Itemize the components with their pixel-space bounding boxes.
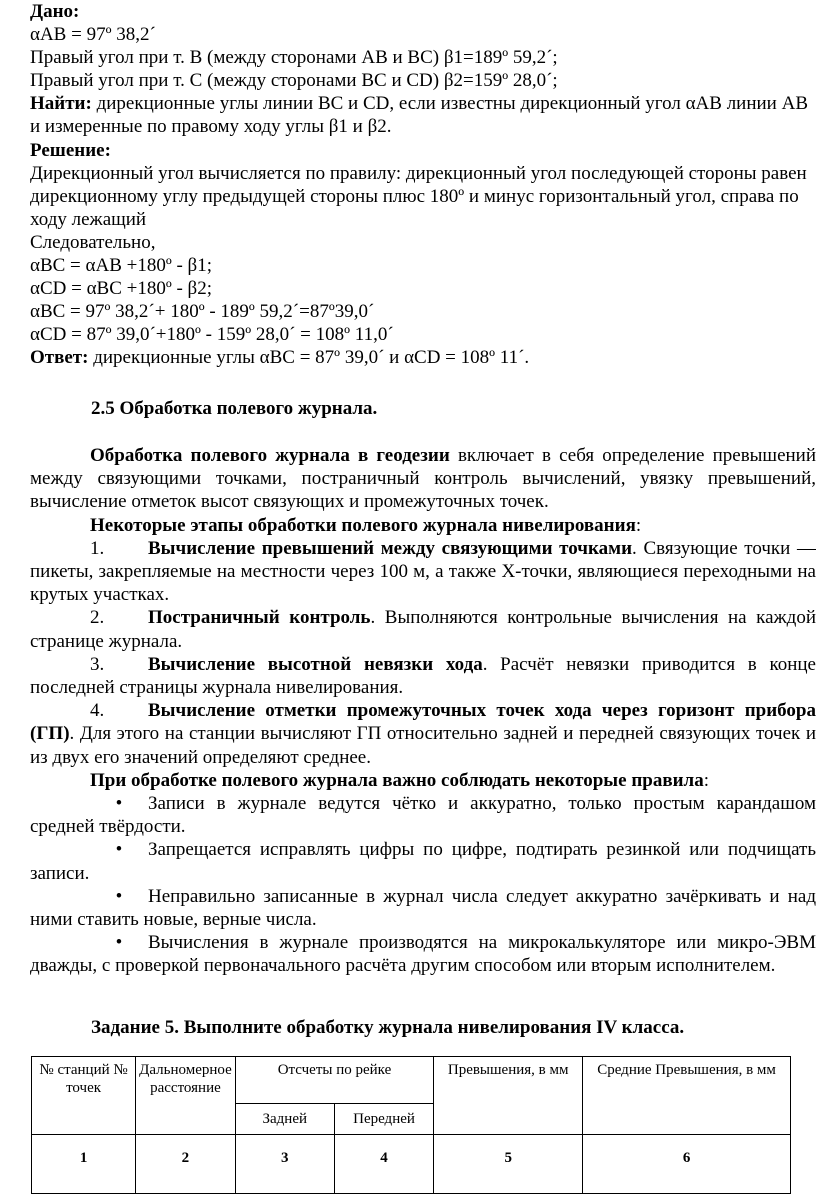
section-title: 2.5 Обработка полевого журнала.	[91, 398, 378, 419]
rule-text: Запрещается исправлять цифры по цифре, подтирать резинкой или подчищать записи.	[30, 839, 816, 884]
solution-rule: Дирекционный угол вычисляется по правилу: дирекционный угол последующей стороны равен дирекционному углу предыдущей стороны плюс 180º и минус горизонтальный угол, справа по ходу лежащий	[30, 162, 807, 230]
header-front: Передней	[334, 1104, 433, 1135]
column-number: 3	[235, 1135, 334, 1194]
rules-heading-paragraph: При обработке полевого журнала важно соблюдать некоторые правила:	[90, 769, 709, 791]
stage-title: Вычисление превышений между связующими точками	[148, 537, 633, 559]
formula-4: αСD = 87º 39,0´+180º - 159º 28,0´ = 108º 11,0´	[30, 324, 394, 346]
header-average-elevation: Средние Превышения, в мм	[583, 1057, 791, 1135]
given-line-3: Правый угол при т. С (между сторонами ВС и СD) β2=159º 28,0´;	[30, 70, 558, 92]
solution-therefore: Следовательно,	[30, 231, 156, 253]
stage-title: Вычисление высотной невязки хода	[148, 653, 483, 675]
stage-number: 4.	[90, 700, 105, 722]
rule-text: Записи в журнале ведутся чётко и аккуратно, только простым карандашом средней твёрдости.	[30, 793, 816, 838]
rule-item	[30, 792, 816, 838]
given-label: Дано:	[30, 1, 80, 22]
stage-number: 3.	[90, 653, 105, 675]
stage-text: . Связующие точки — пикеты, закрепляемые на местности через 100 м, а также Х-точки, являющиеся переходными на крутых участках.	[30, 537, 816, 606]
stage-item	[30, 699, 816, 769]
rule-item	[30, 885, 816, 931]
stage-item	[30, 606, 816, 652]
stage-text: . Расчёт невязки приводится в конце последней страницы журнала нивелирования.	[30, 653, 816, 699]
rule-text: Вычисления в журнале производятся на микрокалькуляторе или микро-ЭВМ дважды, с проверкой первоначального расчёта другим способом или вторым исполнителем.	[30, 932, 816, 977]
find-paragraph	[30, 92, 816, 138]
header-station: № станций № точек	[32, 1057, 136, 1135]
answer-text: дирекционные углы αВС = 87º 39,0´ и αСD = 108º 11´.	[88, 347, 530, 369]
column-number: 4	[334, 1135, 433, 1194]
formula-1: αВС = αАВ +180º - β1;	[30, 255, 212, 277]
rule-item	[30, 931, 816, 977]
solution-label: Решение:	[30, 139, 111, 161]
stage-text: . Выполняются контрольные вычисления на каждой странице журнала.	[30, 607, 816, 652]
header-back: Задней	[235, 1104, 334, 1135]
stage-item	[30, 537, 816, 607]
answer-paragraph	[30, 346, 816, 369]
stage-item	[30, 653, 816, 699]
formula-2: αСD = αВС +180º - β2;	[30, 278, 212, 300]
intro-text: включает в себя определение превышений между связующими точками, постраничный контроль вычислений, увязку превышений, вычисление отметок высот связующих и промежуточных точек.	[30, 445, 816, 513]
problem-block	[30, 0, 816, 370]
column-number: 5	[434, 1135, 583, 1194]
find-text: дирекционные углы линии ВС и СD, если известны дирекционный угол αАВ линии АВ и измеренные по правому ходу углы β1 и β2.	[30, 93, 808, 138]
formula-3: αВС = 97º 38,2´+ 180º - 189º 59,2´=87º39,0´	[30, 301, 375, 323]
stages-heading-paragraph: Некоторые этапы обработки полевого журнала нивелирования:	[90, 514, 642, 536]
section-body	[30, 444, 816, 978]
stages-heading: Некоторые этапы обработки полевого журнала нивелирования	[90, 514, 636, 536]
bullet-icon: •	[115, 793, 123, 815]
rule-text: Неправильно записанные в журнал числа следует аккуратно зачёркивать и над ними ставить новые, верные числа.	[30, 885, 816, 931]
stage-title: Вычисление отметки промежуточных точек хода через горизонт прибора (ГП)	[30, 700, 816, 745]
find-label: Найти:	[30, 93, 92, 115]
intro-paragraph	[30, 444, 816, 514]
task-title: Задание 5. Выполните обработку журнала нивелирования IV класса.	[91, 1017, 685, 1038]
column-number: 1	[32, 1135, 136, 1194]
header-elevation: Превышения, в мм	[434, 1057, 583, 1135]
stage-title: Постраничный контроль	[148, 607, 371, 629]
column-number: 6	[583, 1135, 791, 1194]
intro-bold: Обработка полевого журнала в геодезии	[90, 445, 450, 466]
bullet-icon: •	[115, 885, 123, 907]
given-line-1: αАВ = 97º 38,2´	[30, 24, 156, 46]
bullet-icon: •	[115, 839, 123, 861]
column-number: 2	[136, 1135, 236, 1194]
stage-number: 2.	[90, 607, 105, 629]
stage-text: . Для этого на станции вычисляют ГП относительно задней и передней связующих точек и из двух его значений определяют среднее.	[30, 723, 816, 768]
bullet-icon: •	[115, 932, 123, 954]
header-readings: Отсчеты по рейке	[235, 1057, 433, 1104]
leveling-journal-table	[31, 1056, 791, 1194]
rules-heading: При обработке полевого журнала важно соблюдать некоторые правила	[90, 769, 704, 791]
answer-label: Ответ:	[30, 347, 89, 369]
given-line-2: Правый угол при т. В (между сторонами АВ и ВС) β1=189º 59,2´;	[30, 47, 558, 69]
header-distance: Дальномерное расстояние	[136, 1057, 236, 1135]
stage-number: 1.	[90, 537, 105, 559]
table-row	[32, 1135, 791, 1194]
rule-item	[30, 838, 816, 884]
